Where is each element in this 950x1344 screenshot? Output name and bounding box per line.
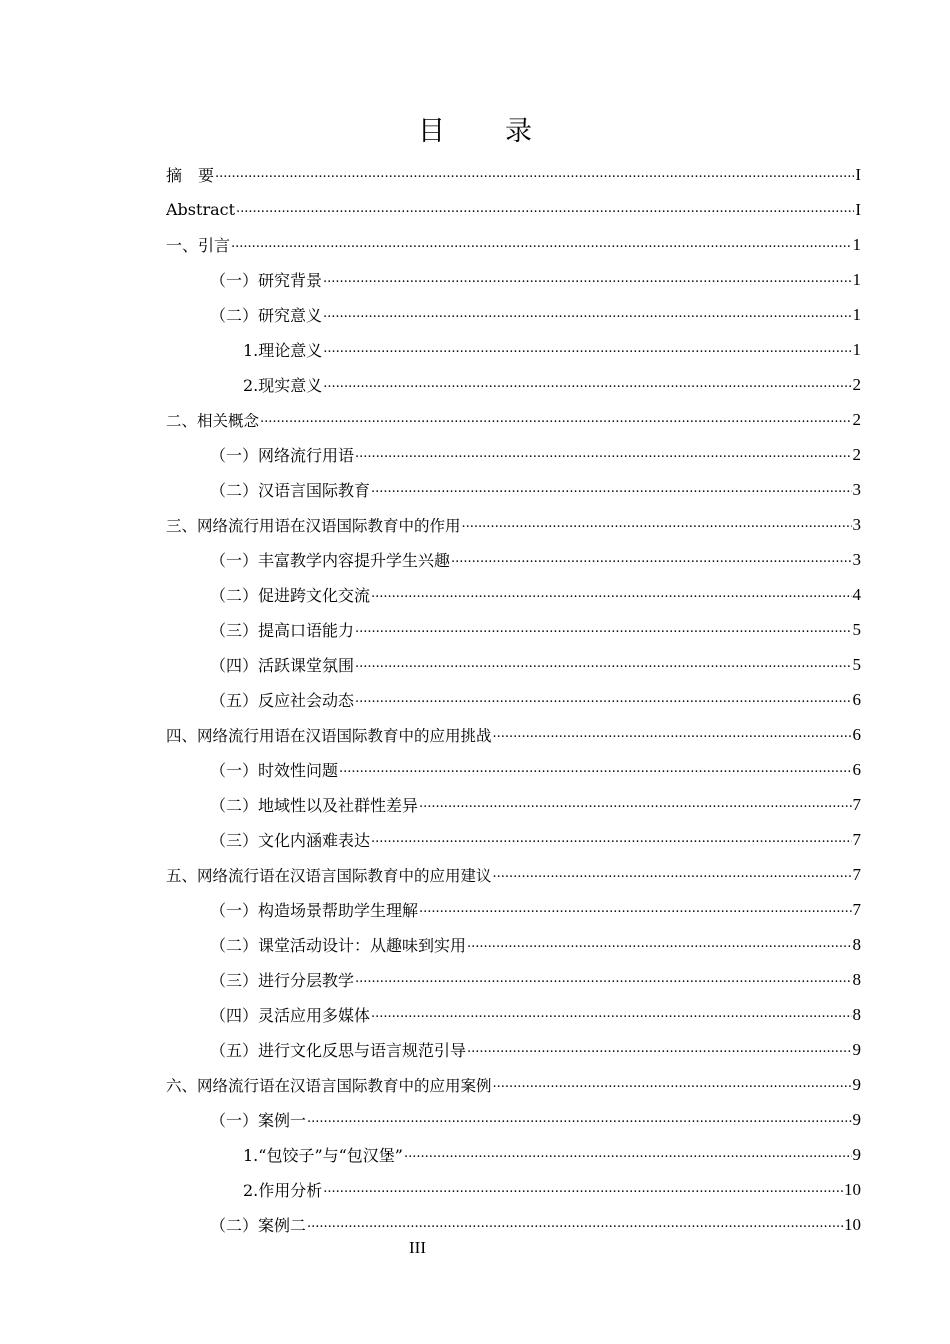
toc-dot-leader bbox=[371, 832, 851, 848]
toc-entry[interactable] bbox=[166, 507, 861, 542]
toc-entry-page-number: 3 bbox=[852, 479, 861, 499]
toc-entry-page-number: 1 bbox=[852, 304, 861, 324]
toc-entry-label: （二）汉语言国际教育 bbox=[210, 481, 371, 500]
toc-entry[interactable] bbox=[166, 612, 861, 647]
toc-entry[interactable] bbox=[166, 1137, 861, 1172]
toc-entry-label: 三、网络流行用语在汉语国际教育中的作用 bbox=[166, 516, 461, 535]
toc-dot-leader bbox=[371, 587, 851, 603]
toc-dot-leader bbox=[215, 167, 854, 183]
toc-entry-label: （一）研究背景 bbox=[210, 271, 323, 290]
toc-dot-leader bbox=[451, 552, 851, 568]
toc-entry[interactable] bbox=[166, 1172, 861, 1207]
toc-entry[interactable] bbox=[166, 1067, 861, 1102]
toc-entry-label: （二）促进跨文化交流 bbox=[210, 586, 371, 605]
toc-entry-page-number: 8 bbox=[852, 1004, 861, 1024]
toc-entry-page-number: 2 bbox=[852, 444, 861, 464]
toc-entry-page-number: 9 bbox=[852, 1074, 861, 1094]
toc-entry-page-number: 3 bbox=[852, 514, 861, 534]
toc-entry-page-number: 7 bbox=[852, 864, 861, 884]
toc-dot-leader bbox=[355, 622, 851, 638]
toc-entry-page-number: 10 bbox=[844, 1179, 861, 1199]
toc-entry-page-number: 8 bbox=[852, 969, 861, 989]
toc-entry-label: Abstract bbox=[166, 200, 236, 219]
toc-entry[interactable] bbox=[166, 367, 861, 402]
toc-entry-page-number: 4 bbox=[852, 584, 861, 604]
toc-entry[interactable] bbox=[166, 892, 861, 927]
toc-entry-page-number: 9 bbox=[852, 1039, 861, 1059]
toc-entry-page-number: 5 bbox=[852, 619, 861, 639]
toc-dot-leader bbox=[419, 902, 851, 918]
toc-dot-leader bbox=[355, 657, 851, 673]
toc-entry[interactable] bbox=[166, 192, 861, 227]
toc-entry-page-number: 1 bbox=[852, 269, 861, 289]
toc-dot-leader bbox=[323, 342, 851, 358]
toc-entry[interactable] bbox=[166, 577, 861, 612]
toc-entry-page-number: 6 bbox=[852, 689, 861, 709]
toc-entry-label: 2.作用分析 bbox=[243, 1181, 323, 1200]
toc-entry[interactable] bbox=[166, 682, 861, 717]
toc-dot-leader bbox=[493, 1077, 852, 1093]
toc-entry-page-number: 1 bbox=[852, 339, 861, 359]
toc-entry-page-number: 7 bbox=[852, 794, 861, 814]
table-of-contents bbox=[166, 157, 861, 1242]
toc-dot-leader bbox=[404, 1147, 852, 1163]
toc-entry[interactable] bbox=[166, 297, 861, 332]
toc-entry[interactable] bbox=[166, 1102, 861, 1137]
toc-entry-page-number: 9 bbox=[852, 1109, 861, 1129]
toc-entry-label: （二）研究意义 bbox=[210, 306, 323, 325]
toc-entry-label: （四）灵活应用多媒体 bbox=[210, 1006, 371, 1025]
toc-entry-page-number: 8 bbox=[852, 934, 861, 954]
toc-entry-page-number: 7 bbox=[852, 899, 861, 919]
toc-entry[interactable] bbox=[166, 857, 861, 892]
toc-entry[interactable] bbox=[166, 647, 861, 682]
toc-dot-leader bbox=[260, 412, 851, 428]
toc-entry[interactable] bbox=[166, 227, 861, 262]
toc-entry[interactable] bbox=[166, 927, 861, 962]
toc-dot-leader bbox=[307, 1217, 843, 1233]
toc-entry-label: （三）提高口语能力 bbox=[210, 621, 355, 640]
toc-entry-page-number: 6 bbox=[852, 724, 861, 744]
toc-entry-label: 六、网络流行语在汉语言国际教育中的应用案例 bbox=[166, 1076, 492, 1095]
toc-dot-leader bbox=[323, 272, 851, 288]
toc-dot-leader bbox=[493, 867, 852, 883]
toc-dot-leader bbox=[323, 307, 851, 323]
toc-dot-leader bbox=[231, 237, 851, 253]
toc-dot-leader bbox=[355, 972, 851, 988]
toc-entry-label: （五）反应社会动态 bbox=[210, 691, 355, 710]
toc-entry-page-number: 2 bbox=[852, 374, 861, 394]
toc-entry-page-number: 10 bbox=[844, 1214, 861, 1234]
toc-dot-leader bbox=[323, 377, 851, 393]
toc-entry[interactable] bbox=[166, 1207, 861, 1242]
toc-entry[interactable] bbox=[166, 472, 861, 507]
toc-dot-leader bbox=[371, 1007, 851, 1023]
toc-dot-leader bbox=[307, 1112, 851, 1128]
toc-entry-label: 摘 要 bbox=[166, 166, 215, 185]
toc-entry[interactable] bbox=[166, 437, 861, 472]
toc-entry[interactable] bbox=[166, 542, 861, 577]
toc-entry-page-number: I bbox=[855, 199, 861, 219]
toc-entry-page-number: 5 bbox=[852, 654, 861, 674]
toc-entry[interactable] bbox=[166, 332, 861, 367]
toc-dot-leader bbox=[236, 202, 854, 218]
toc-entry-label: 四、网络流行用语在汉语国际教育中的应用挑战 bbox=[166, 726, 492, 745]
toc-entry-label: 二、相关概念 bbox=[166, 411, 260, 430]
toc-dot-leader bbox=[339, 762, 851, 778]
toc-entry[interactable] bbox=[166, 997, 861, 1032]
toc-entry-label: （一）网络流行用语 bbox=[210, 446, 355, 465]
toc-entry-label: （二）课堂活动设计：从趣味到实用 bbox=[210, 936, 467, 955]
toc-entry-label: （三）文化内涵难表达 bbox=[210, 831, 371, 850]
page-number-footer: III bbox=[409, 1238, 426, 1257]
toc-dot-leader bbox=[462, 517, 852, 533]
toc-entry[interactable] bbox=[166, 1032, 861, 1067]
toc-entry-page-number: I bbox=[855, 164, 861, 184]
toc-dot-leader bbox=[355, 447, 851, 463]
toc-dot-leader bbox=[467, 1042, 851, 1058]
toc-entry-label: 五、网络流行语在汉语言国际教育中的应用建议 bbox=[166, 866, 492, 885]
toc-entry-label: （一）丰富教学内容提升学生兴趣 bbox=[210, 551, 451, 570]
toc-entry-page-number: 6 bbox=[852, 759, 861, 779]
toc-dot-leader bbox=[371, 482, 851, 498]
toc-dot-leader bbox=[419, 797, 851, 813]
toc-entry[interactable] bbox=[166, 157, 861, 192]
toc-entry-label: （四）活跃课堂氛围 bbox=[210, 656, 355, 675]
toc-dot-leader bbox=[493, 727, 852, 743]
toc-dot-leader bbox=[467, 937, 851, 953]
toc-entry[interactable] bbox=[166, 822, 861, 857]
toc-entry[interactable] bbox=[166, 262, 861, 297]
toc-dot-leader bbox=[323, 1182, 843, 1198]
toc-title: 目录 bbox=[418, 116, 592, 147]
toc-entry-label: （一）时效性问题 bbox=[210, 761, 339, 780]
toc-entry-label: （一）构造场景帮助学生理解 bbox=[210, 901, 419, 920]
toc-entry[interactable] bbox=[166, 402, 861, 437]
toc-entry-label: 1.理论意义 bbox=[243, 341, 323, 360]
toc-entry-page-number: 9 bbox=[852, 1144, 861, 1164]
toc-entry-page-number: 1 bbox=[852, 234, 861, 254]
toc-entry-label: 一、引言 bbox=[166, 236, 231, 255]
toc-entry-label: （三）进行分层教学 bbox=[210, 971, 355, 990]
toc-entry[interactable] bbox=[166, 962, 861, 997]
toc-entry-label: （五）进行文化反思与语言规范引导 bbox=[210, 1041, 467, 1060]
toc-dot-leader bbox=[355, 692, 851, 708]
toc-entry-label: （二）地域性以及社群性差异 bbox=[210, 796, 419, 815]
toc-entry-label: （一）案例一 bbox=[210, 1111, 307, 1130]
toc-entry-label: （二）案例二 bbox=[210, 1216, 307, 1235]
toc-entry-page-number: 7 bbox=[852, 829, 861, 849]
toc-entry[interactable] bbox=[166, 717, 861, 752]
toc-entry-page-number: 3 bbox=[852, 549, 861, 569]
toc-entry[interactable] bbox=[166, 752, 861, 787]
toc-entry-label: 2.现实意义 bbox=[243, 376, 323, 395]
toc-entry[interactable] bbox=[166, 787, 861, 822]
toc-entry-page-number: 2 bbox=[852, 409, 861, 429]
toc-entry-label: 1.“包饺子”与“包汉堡” bbox=[243, 1146, 403, 1165]
